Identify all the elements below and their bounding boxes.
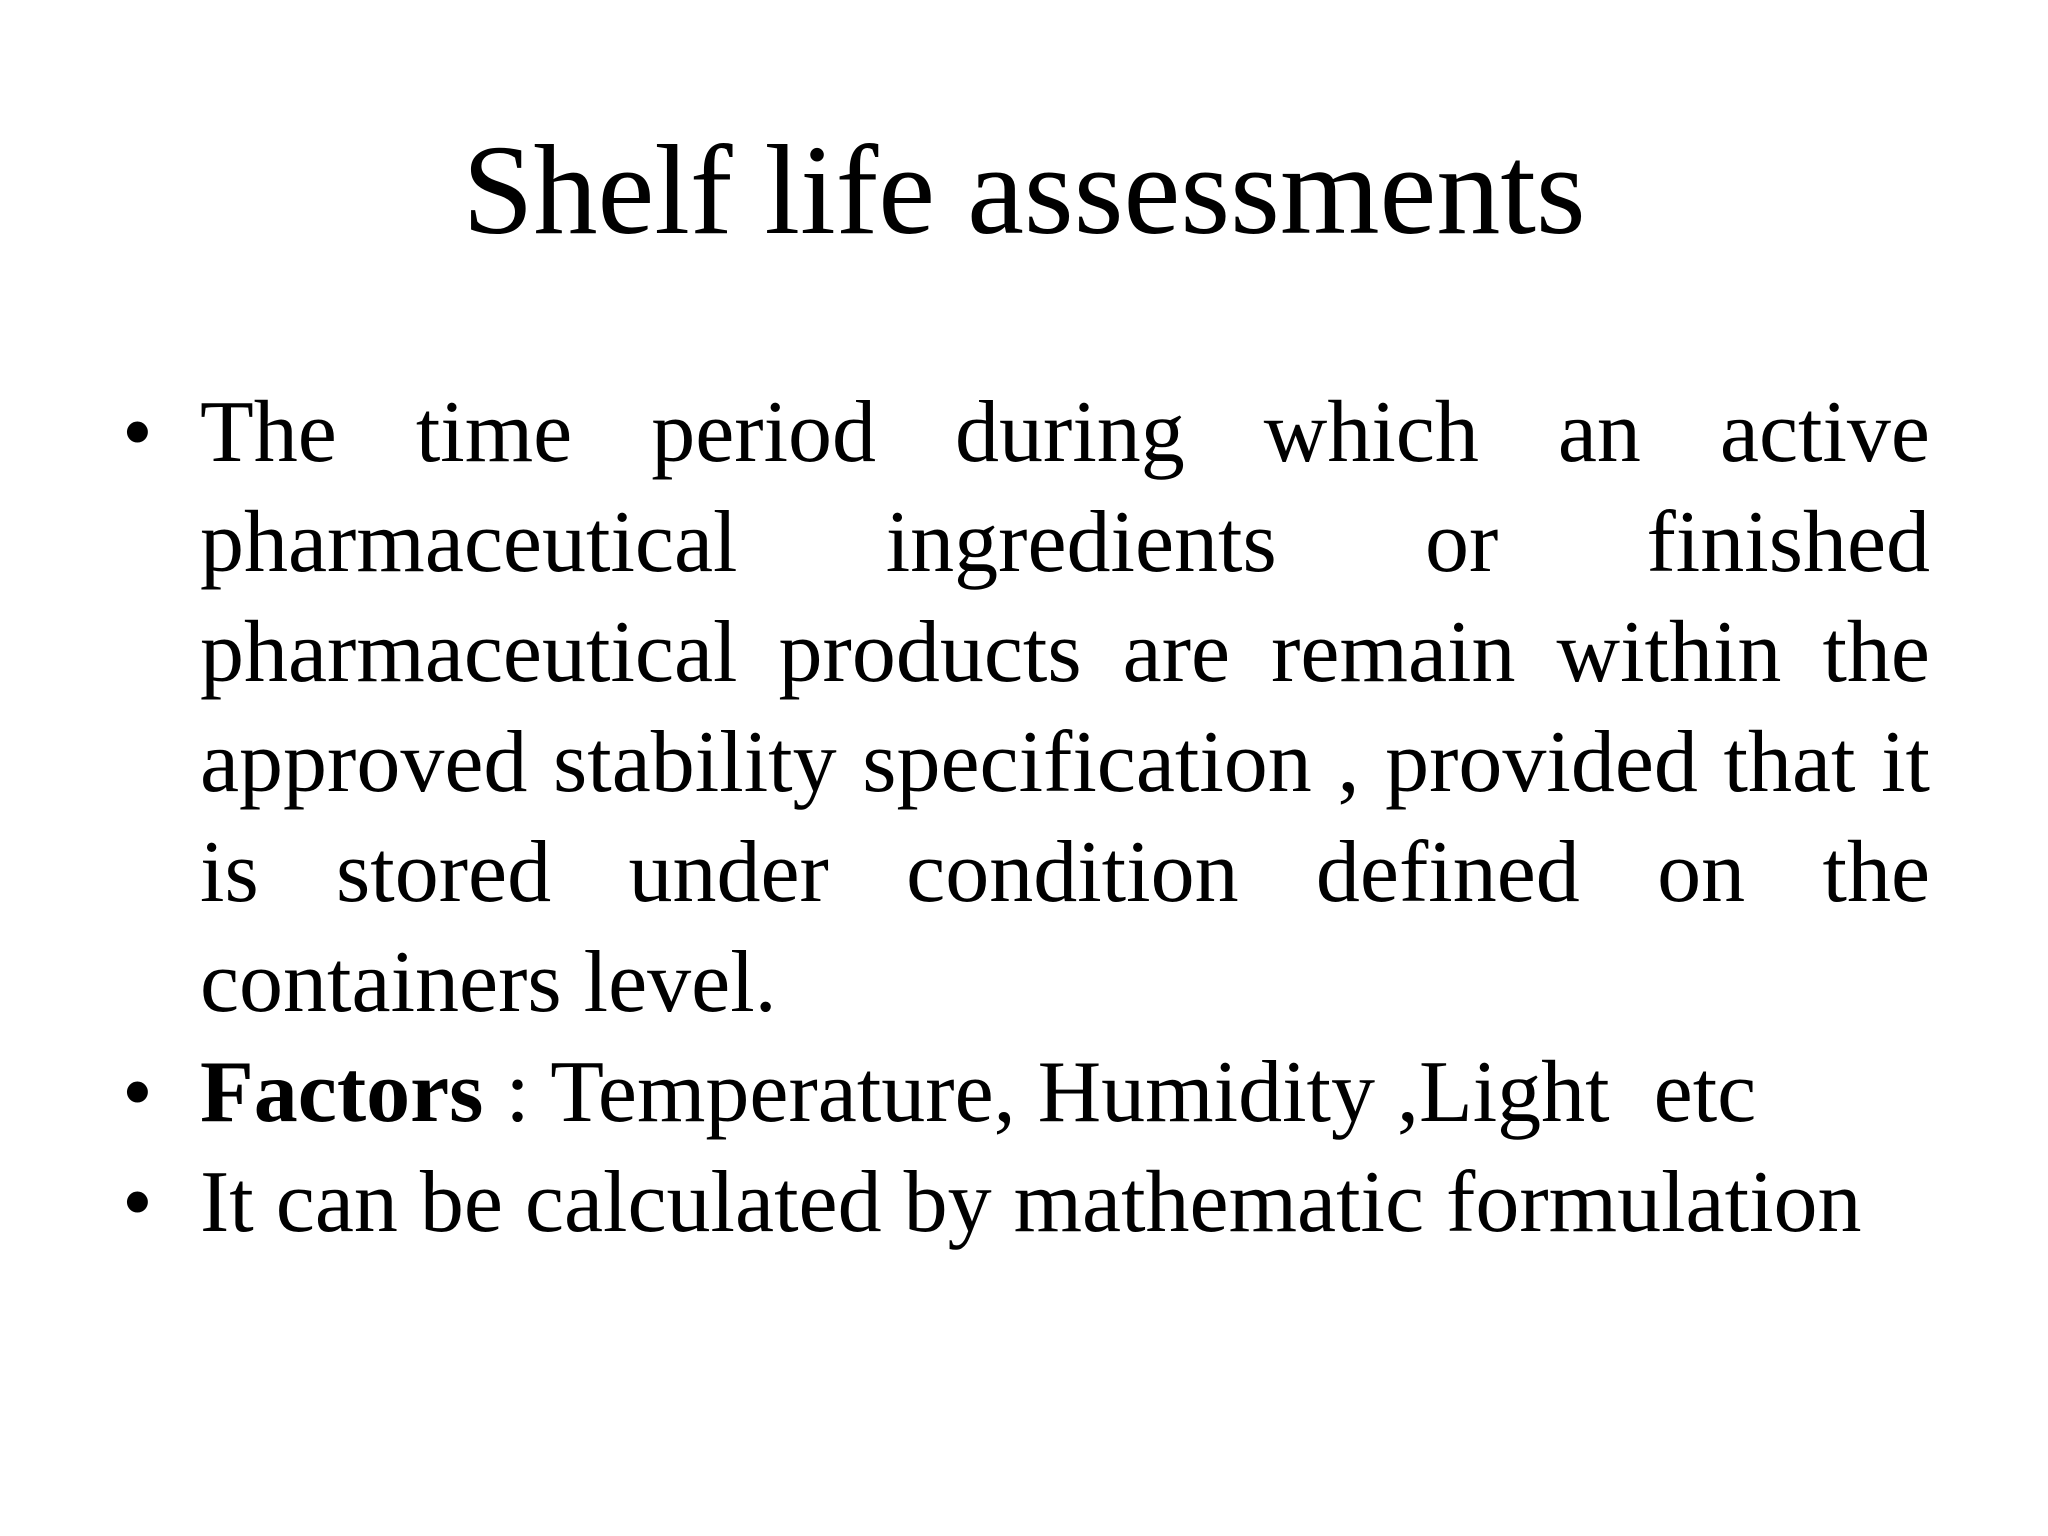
bullet-item bbox=[122, 378, 1930, 1038]
bullet-list bbox=[122, 378, 1930, 1258]
bullet-icon: • bbox=[122, 1154, 153, 1251]
slide-title: Shelf life assessments bbox=[462, 119, 1586, 261]
bullet-text: The time period during which an active pharmaceutical ingredients or finished pharmaceutical products are remain within the approved stability specification , provided that it is stored under condition defined on the containers level. bbox=[200, 384, 1930, 1031]
bullet-icon: • bbox=[122, 384, 153, 481]
bullet-item bbox=[122, 1148, 1930, 1258]
bullet-text: It can be calculated by mathematic formulation bbox=[200, 1154, 1862, 1251]
bullet-icon: • bbox=[122, 1044, 153, 1141]
bullet-item bbox=[122, 1038, 1930, 1148]
bullet-bold-label: Factors bbox=[200, 1044, 484, 1141]
bullet-text: : Temperature, Humidity ,Light etc bbox=[483, 1044, 1757, 1141]
